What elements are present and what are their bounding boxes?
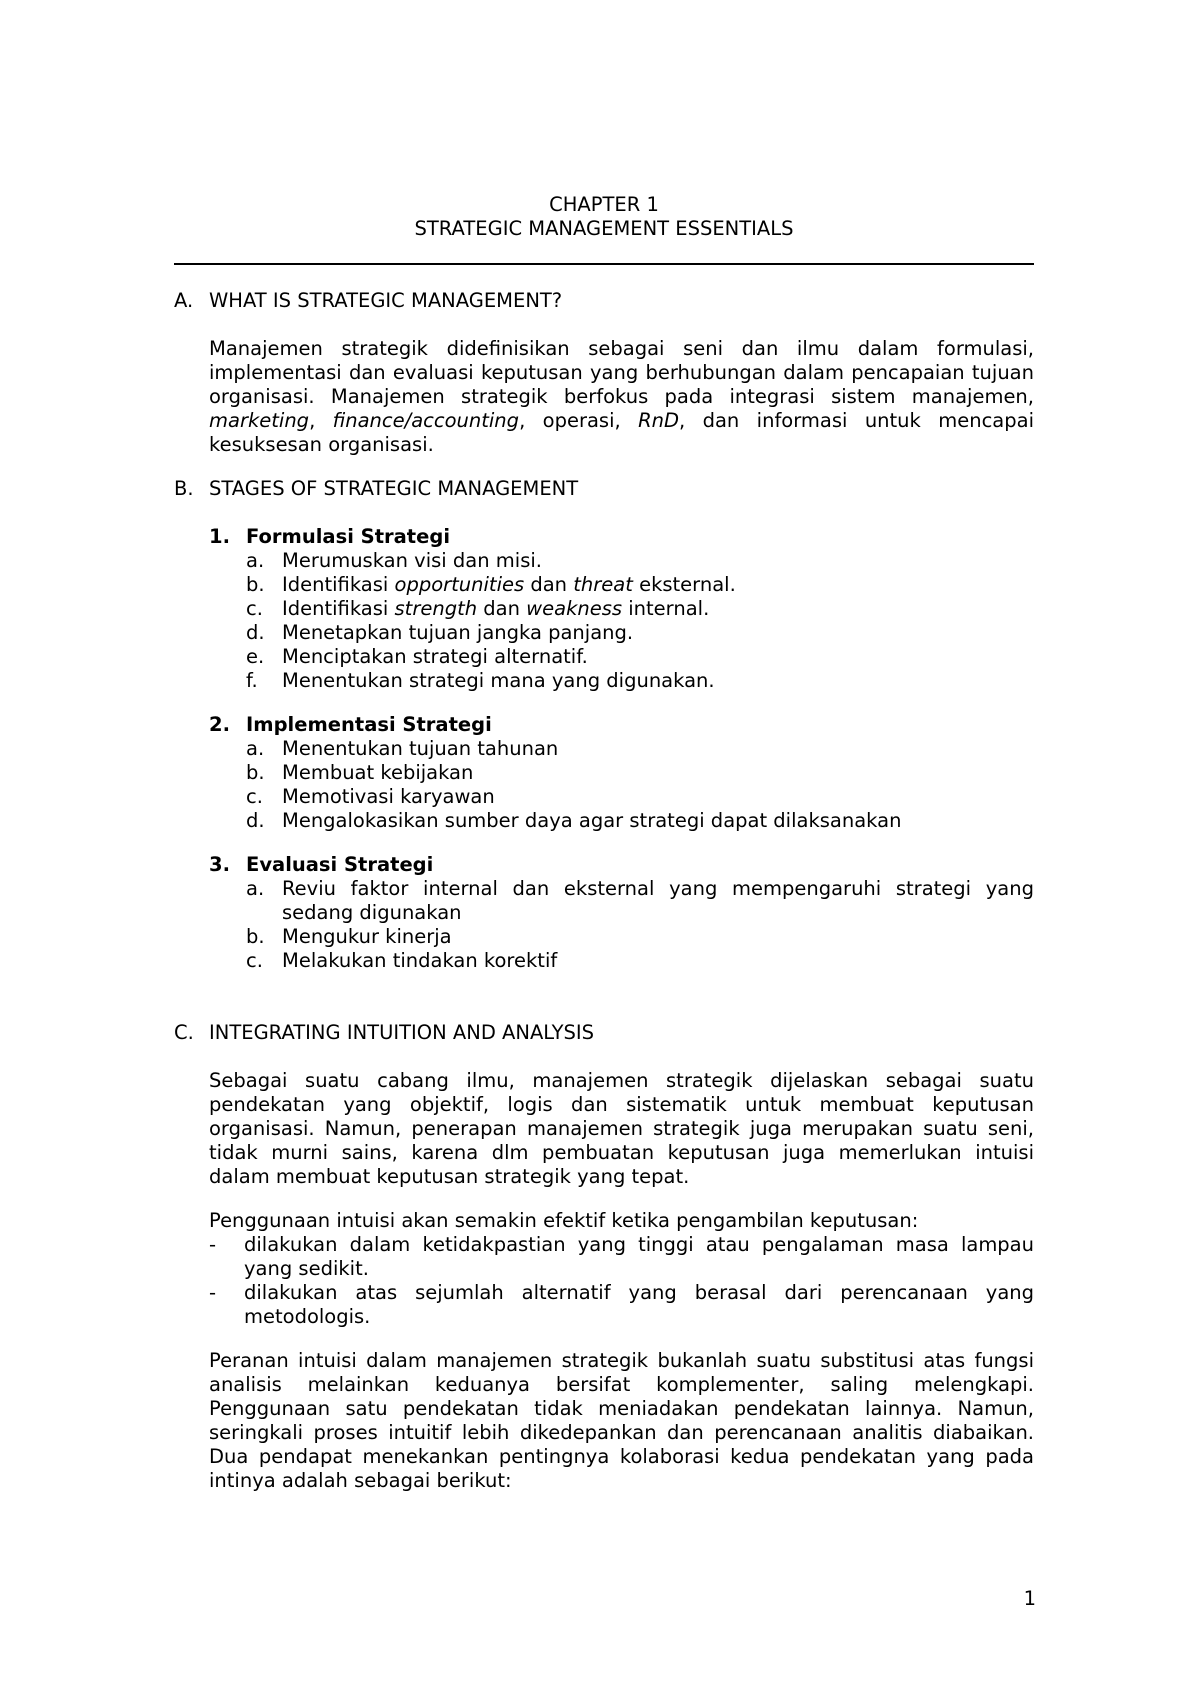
item-marker: c. — [246, 785, 263, 808]
title-divider — [174, 263, 1034, 265]
item-marker: b. — [246, 573, 265, 596]
list-item — [246, 621, 1034, 645]
term-marketing: marketing — [209, 409, 310, 432]
stage-1-number: 1. — [209, 525, 230, 548]
item-marker: b. — [246, 925, 265, 948]
section-a-text-2: , operasi, — [519, 409, 639, 432]
page-number: 1 — [1023, 1587, 1036, 1610]
list-item — [246, 925, 1034, 949]
stage-1-title: Formulasi Strategi — [246, 525, 450, 548]
section-c-letter: C. — [174, 1021, 194, 1044]
bullet-text: dilakukan atas sejumlah alternatif yang berasal dari perencanaan yang metodologis. — [244, 1281, 1034, 1328]
page-content — [174, 193, 1034, 1493]
item-text — [282, 597, 1034, 621]
stage-evaluasi — [209, 853, 1034, 973]
bullet-marker: - — [209, 1233, 217, 1256]
item-marker: a. — [246, 549, 265, 572]
stage-implementasi — [209, 713, 1034, 833]
section-c-title: INTEGRATING INTUITION AND ANALYSIS — [209, 1021, 594, 1044]
section-c-paragraph-2: Penggunaan intuisi akan semakin efektif ketika pengambilan keputusan: — [209, 1209, 919, 1232]
list-item — [246, 573, 1034, 597]
section-b-heading — [174, 477, 1034, 501]
term-opportunities: opportunities — [394, 573, 525, 596]
item-text: Membuat kebijakan — [282, 761, 474, 784]
section-a-sep-1: , — [309, 409, 333, 432]
chapter-label: CHAPTER 1 — [549, 193, 659, 216]
section-b-letter: B. — [174, 477, 194, 500]
list-item — [246, 597, 1034, 621]
stage-3-title: Evaluasi Strategi — [246, 853, 434, 876]
list-item — [246, 645, 1034, 669]
item-marker: c. — [246, 597, 263, 620]
section-a-letter: A. — [174, 289, 194, 312]
stage-formulasi — [209, 525, 1034, 693]
item-marker: c. — [246, 949, 263, 972]
section-c-heading — [174, 1021, 1034, 1045]
item-marker: a. — [246, 877, 265, 900]
list-item — [246, 761, 1034, 785]
stage-2-number: 2. — [209, 713, 230, 736]
item-text-pre: Identifikasi — [282, 573, 395, 596]
list-item — [246, 669, 1034, 693]
item-text-post: eksternal. — [632, 573, 736, 596]
list-item — [246, 809, 1034, 833]
list-item — [246, 737, 1034, 761]
item-text-mid: dan — [524, 573, 574, 596]
section-c-paragraph-3: Peranan intuisi dalam manajemen strategik bukanlah suatu substitusi atas fungsi analisis melainkan keduanya bersifat komplementer, saling melengkapi. Penggunaan satu pendekatan tidak meniadakan pendekatan lainnya. Namun, seringkali proses intuitif lebih dikedepankan dan perencanaan analitis diabaikan. Dua pendapat menekankan pentingnya kolaborasi kedua pendekatan yang pada intinya adalah sebagai berikut: — [209, 1349, 1034, 1492]
stage-1-heading — [209, 525, 1034, 549]
section-b-title: STAGES OF STRATEGIC MANAGEMENT — [209, 477, 579, 500]
item-marker: e. — [246, 645, 265, 668]
item-text: Mengalokasikan sumber daya agar strategi dapat dilaksanakan — [282, 809, 902, 832]
stage-3-number: 3. — [209, 853, 230, 876]
item-text: Menentukan strategi mana yang digunakan. — [282, 669, 715, 692]
term-threat: threat — [573, 573, 633, 596]
list-item — [246, 549, 1034, 573]
bullet-marker: - — [209, 1281, 217, 1304]
stage-3-heading — [209, 853, 1034, 877]
list-item — [246, 949, 1034, 973]
item-text-mid: dan — [477, 597, 527, 620]
item-marker: d. — [246, 621, 265, 644]
item-text: Menciptakan strategi alternatif. — [282, 645, 588, 668]
item-marker: b. — [246, 761, 265, 784]
item-marker: f. — [246, 669, 258, 692]
item-marker: d. — [246, 809, 265, 832]
section-a-text-3: , dan informasi untuk mencapai kesuksesan organisasi. — [209, 409, 1034, 456]
item-text: Mengukur kinerja — [282, 925, 452, 948]
term-rnd: RnD — [638, 409, 680, 432]
item-text: Memotivasi karyawan — [282, 785, 495, 808]
stage-2-heading — [209, 713, 1034, 737]
list-item — [246, 877, 1034, 925]
item-text: Melakukan tindakan korektif — [282, 949, 558, 972]
item-text-pre: Identifikasi — [282, 597, 395, 620]
chapter-title: STRATEGIC MANAGEMENT ESSENTIALS — [414, 217, 794, 240]
item-text: Merumuskan visi dan misi. — [282, 549, 542, 572]
bullet-item — [209, 1281, 1034, 1329]
term-strength: strength — [394, 597, 478, 620]
bullet-text: dilakukan dalam ketidakpastian yang tinggi atau pengalaman masa lampau yang sedikit. — [244, 1233, 1034, 1280]
item-text: Menetapkan tujuan jangka panjang. — [282, 621, 634, 644]
section-a-text-1: Manajemen strategik didefinisikan sebagai seni dan ilmu dalam formulasi, implementasi dan evaluasi keputusan yang berhubungan dalam pencapaian tujuan organisasi. Manajemen strategik berfokus pada integrasi sistem manajemen, — [209, 337, 1034, 408]
section-c-paragraph-1: Sebagai suatu cabang ilmu, manajemen strategik dijelaskan sebagai suatu pendekatan yang objektif, logis dan sistematik untuk membuat keputusan organisasi. Namun, penerapan manajemen strategik juga merupakan suatu seni, tidak murni sains, karena dlm pembuatan keputusan juga memerlukan intuisi dalam membuat keputusan strategik yang tepat. — [209, 1069, 1034, 1188]
item-marker: a. — [246, 737, 265, 760]
stage-2-title: Implementasi Strategi — [246, 713, 492, 736]
term-finance-accounting: finance/accounting — [332, 409, 520, 432]
item-text: Reviu faktor internal dan eksternal yang mempengaruhi strategi yang sedang digunakan — [282, 877, 1034, 924]
list-item — [246, 785, 1034, 809]
term-weakness: weakness — [526, 597, 623, 620]
section-a-title: WHAT IS STRATEGIC MANAGEMENT? — [209, 289, 563, 312]
section-a-paragraph — [209, 337, 1034, 457]
bullet-item — [209, 1233, 1034, 1281]
item-text-post: internal. — [622, 597, 710, 620]
item-text: Menentukan tujuan tahunan — [282, 737, 559, 760]
section-a-heading — [174, 289, 1034, 313]
item-text — [282, 573, 1034, 597]
